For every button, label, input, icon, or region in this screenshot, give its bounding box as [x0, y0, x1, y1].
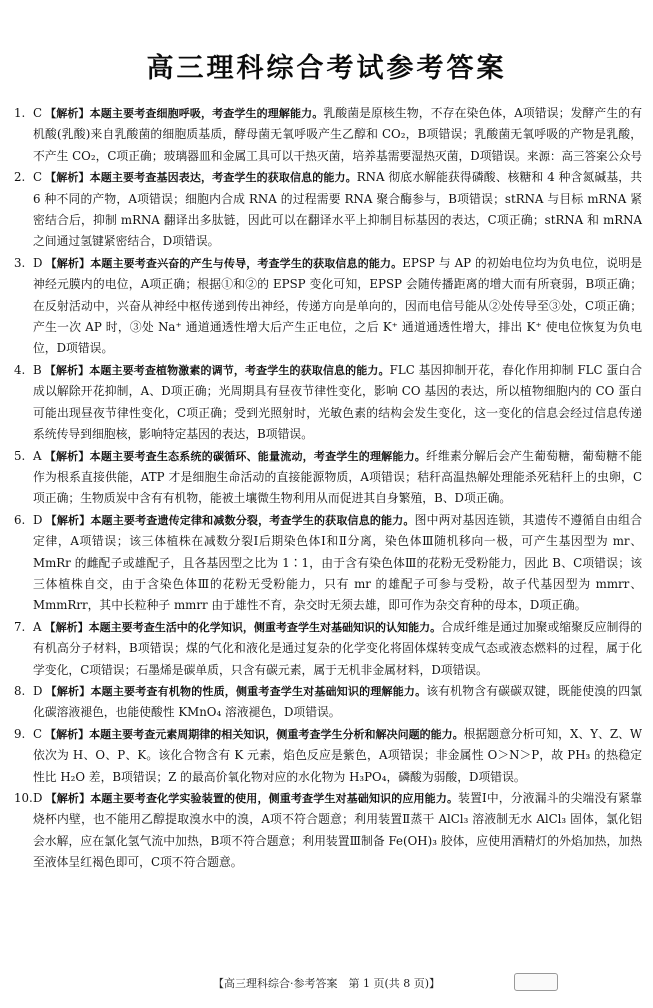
question-answer: C — [33, 726, 43, 741]
question-answer: D — [33, 512, 43, 527]
question-item — [14, 510, 642, 617]
question-number: 5. — [14, 448, 26, 463]
question-answer: A — [33, 448, 42, 463]
question-number: 3. — [14, 255, 26, 270]
question-answer: D — [33, 255, 43, 270]
question-number: 7. — [14, 619, 26, 634]
question-number: 6. — [14, 512, 26, 527]
question-item — [14, 103, 642, 167]
analysis-text: 该有机物含有碳碳双键，既能使溴的四氯化碳溶液褪色，也能使酸性 KMnO₄ 溶液褪色，D项错误。 — [33, 683, 642, 720]
question-item — [14, 788, 642, 874]
question-number: 2. — [14, 170, 26, 185]
analysis-text: 乳酸菌是原核生物，不存在染色体，A项错误；发酵产生的有机酸(乳酸)来自乳酸菌的细胞质基质，酵母菌无氧呼吸产生乙醇和 CO₂，B项错误；乳酸菌无氧呼吸的产物是乳酸，不产生 CO₂，C项正确；玻璃器皿和金属工具可以干热灭菌，培养基需要湿热灭菌，D项错误。 — [33, 106, 642, 163]
analysis-tag: 【解析】本题主要考查有机物的性质，侧重考查学生对基础知识的理解能力。 — [45, 684, 427, 698]
analysis-tag: 【解析】本题主要考查基因表达，考查学生的获取信息的能力。 — [45, 171, 357, 185]
analysis-text: 装置Ⅰ中，分液漏斗的尖端没有紧靠烧杯内壁，也不能用乙醇提取溴水中的溴，A项不符合题意；利用装置Ⅱ蒸干 AlCl₃ 溶液制无水 AlCl₃ 固体，氯化铝会水解，应在氯化氢气流中加热，B项不符合题意；利用装置Ⅲ制备 Fe(OH)₃ 胶体，应使用酒精灯的外焰加热，加热至液体呈红褐色即可，C项不符合题意。 — [33, 791, 642, 870]
page-footer: 【高三理科综合·参考答案 第 1 页(共 8 页)】 — [212, 977, 441, 990]
question-number: 1. — [14, 106, 26, 120]
analysis-text: 纤维素分解后会产生葡萄糖，葡萄糖不能作为根系直接供能，ATP 才是细胞生命活动的直接能源物质，A项错误；秸秆高温热解处理能杀死秸秆上的虫卵，C项正确；生物质炭中含有有机物，能被土壤微生物利用从而促进其自身繁殖，B、D项正确。 — [33, 448, 642, 506]
question-item — [14, 253, 642, 360]
analysis-tag: 【解析】本题主要考查遗传定律和减数分裂，考查学生的获取信息的能力。 — [45, 513, 415, 527]
analysis-tag: 【解析】本题主要考查元素周期律的相关知识，侧重考查学生分析和解决问题的能力。 — [45, 727, 464, 741]
question-item — [14, 681, 642, 724]
analysis-text: 根据题意分析可知，X、Y、Z、W 依次为 H、O、P、K。该化合物含有 K 元素，焰色反应是紫色，A项错误；非金属性 O＞N＞P，故 PH₃ 的热稳定性比 H₂O 差，B项错误；Z 的最高价氧化物对应的水化物为 H₃PO₄，磷酸为弱酸，D项错误。 — [33, 726, 642, 784]
analysis-text: 图中两对基因连锁，其遗传不遵循自由组合定律，A项错误；该三体植株在减数分裂Ⅰ后期染色体Ⅰ和Ⅱ分离，染色体Ⅲ随机移向一极，可产生基因型为 mr、MmRr 的雌配子或雄配子，且各基因型之比为 1∶1，由于含有染色体Ⅲ的花粉无受粉能力，因此 B、C项错误；该三体植株自交，由于含染色体Ⅲ的花粉无受粉能力，只有 mr 的雄配子可参与受粉，故子代基因型为 mmrr、MmmRrr，其中长粒种子 mmrr 由于雄性不育，杂交时无须去雄，即可作为杂交育种的母本，D项正确。 — [33, 512, 642, 613]
question-number: 4. — [14, 362, 26, 377]
question-number: 10. — [14, 791, 33, 805]
analysis-tag: 【解析】本题主要考查植物激素的调节，考查学生的获取信息的能力。 — [44, 363, 390, 377]
question-item — [14, 617, 642, 681]
page-corner-box — [514, 973, 558, 991]
analysis-tag: 【解析】本题主要考查兴奋的产生与传导，考查学生的获取信息的能力。 — [45, 256, 403, 270]
question-number: 8. — [14, 683, 26, 698]
question-answer: C — [33, 170, 43, 185]
question-answer: D — [33, 683, 43, 698]
question-answer: A — [33, 619, 42, 634]
question-item — [14, 446, 642, 510]
page-title: 高三理科综合考试参考答案 — [146, 53, 507, 84]
source-note: 来源：高三答案公众号 — [526, 148, 642, 163]
question-answer: D — [33, 791, 43, 805]
analysis-tag: 【解析】本题主要考查细胞呼吸，考查学生的理解能力。 — [45, 107, 324, 120]
answer-list — [14, 103, 642, 874]
analysis-tag: 【解析】本题主要考查生态系统的碳循环、能量流动，考查学生的理解能力。 — [44, 449, 427, 463]
analysis-text: 合成纤维是通过加聚或缩聚反应制得的有机高分子材料，B项错误；煤的气化和液化是通过复杂的化学变化将固体煤转变成气态或液态燃料的过程，属于化学变化，C项错误；石墨烯是碳单质，只含有碳元素，属于无机非金属材料，D项错误。 — [33, 619, 642, 677]
question-answer: C — [33, 106, 43, 120]
question-answer: B — [33, 362, 42, 377]
question-item — [14, 724, 642, 788]
question-number: 9. — [14, 726, 26, 741]
question-item — [14, 360, 642, 446]
analysis-text: EPSP 与 AP 的初始电位均为负电位，说明是神经元膜内的电位，A项正确；根据①和②的 EPSP 变化可知，EPSP 会随传播距离的增大而有所衰弱，B项正确；在反射活动中，兴奋从神经中枢传递到传出神经，传递方向是单向的，因而电信号能从②处传导至③处，C项正确；产生一次 AP 时，③处 Na⁺ 通道通透性增大后产生正电位，之后 K⁺ 通道通透性增大，排出 K⁺ 使电位恢复为负电位，D项错误。 — [33, 255, 643, 356]
analysis-tag: 【解析】本题主要考查化学实验装置的使用，侧重考查学生对基础知识的应用能力。 — [45, 792, 459, 805]
question-item — [14, 167, 642, 253]
analysis-text: FLC 基因抑制开花，春化作用抑制 FLC 蛋白合成以解除开花抑制，A、D项正确；光周期具有昼夜节律性变化，影响 CO 基因的表达，所以植物细胞内的 CO 蛋白可能出现昼夜节律性变化，C项正确；受到光照射时，光敏色素的结构会发生变化，这一变化的信息会经过信息传递系统传导到细胞核，影响特定基因的表达，B项错误。 — [33, 362, 643, 442]
analysis-tag: 【解析】本题主要考查生活中的化学知识，侧重考查学生对基础知识的认知能力。 — [44, 620, 442, 634]
analysis-text: RNA 彻底水解能获得磷酸、核糖和 4 种含氮碱基，共 6 种不同的产物，A项错误；细胞内合成 RNA 的过程需要 RNA 聚合酶参与，B项错误；stRNA 与目标 mRNA 紧密结合后，抑制 mRNA 翻译出多肽链，因此可以在翻译水平上抑制目标基因的表达，C项正确；stRNA 和 mRNA 之间通过氢键紧密结合，D项错误。 — [33, 170, 643, 249]
